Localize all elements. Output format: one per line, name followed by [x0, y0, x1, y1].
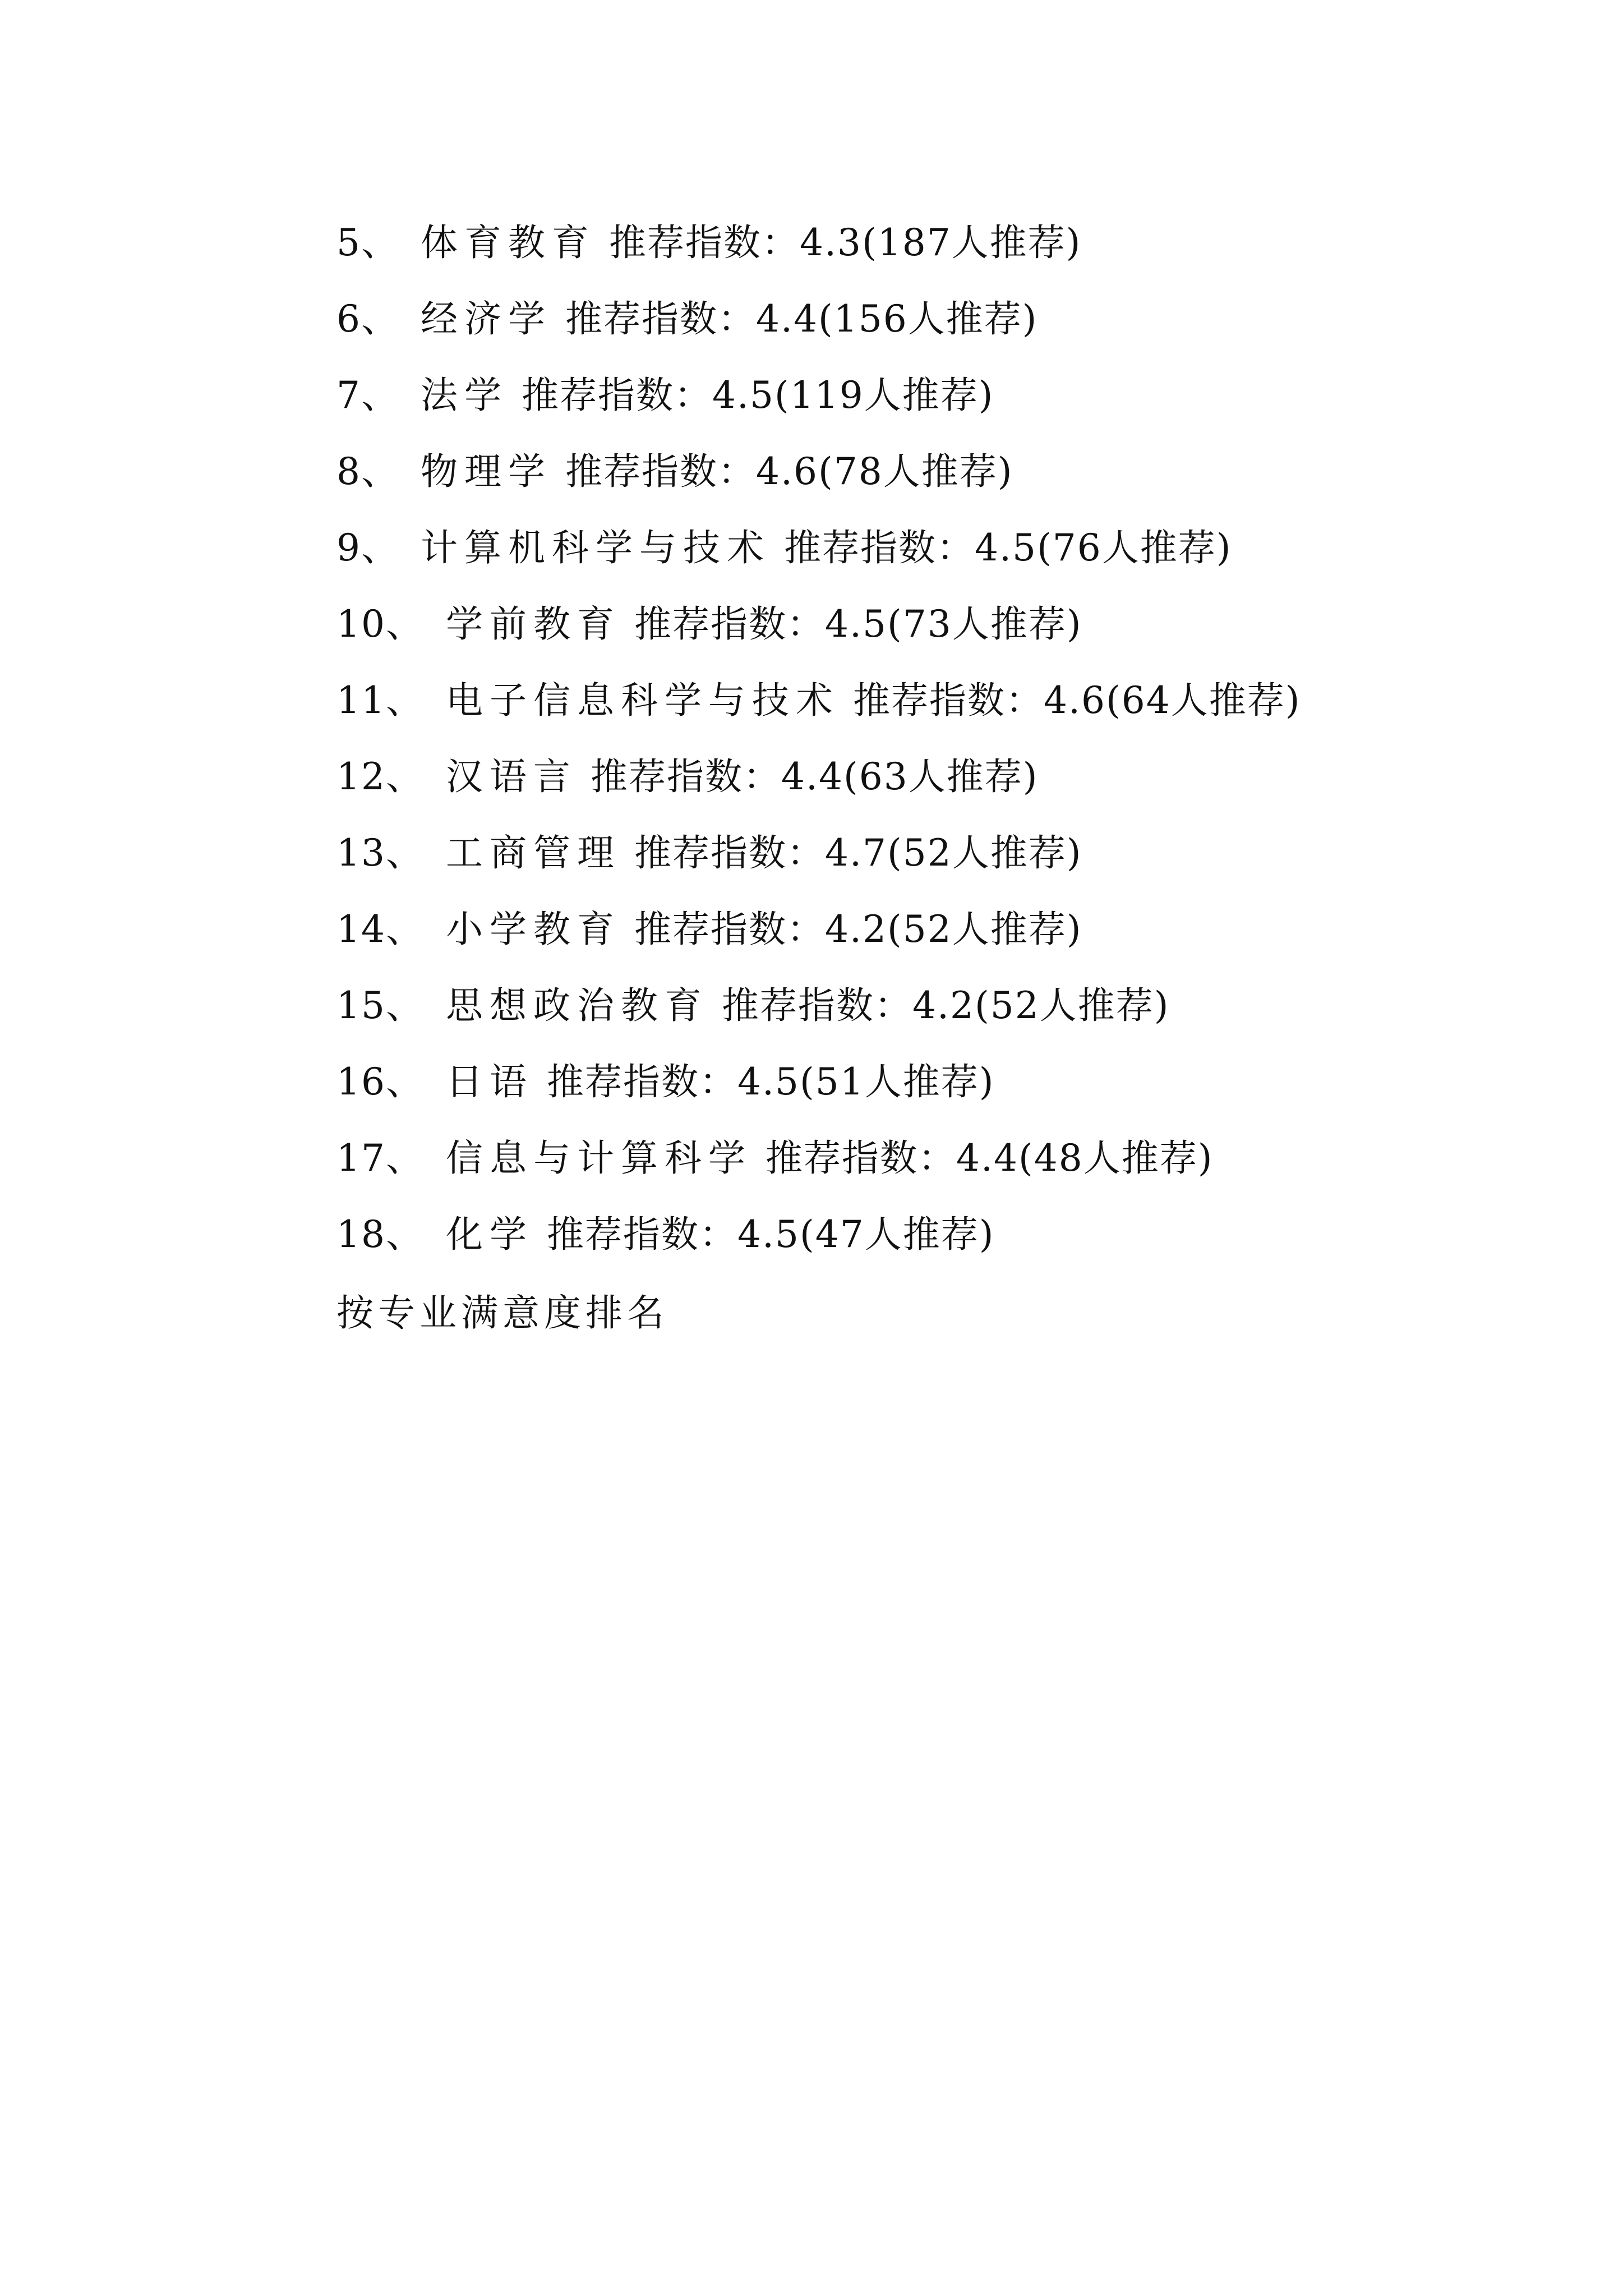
item-number: 9、	[336, 526, 399, 569]
major-name: 经济学	[421, 297, 552, 341]
recommend-score: 推荐指数：4.5(76人推荐)	[784, 526, 1232, 569]
item-number: 7、	[336, 374, 399, 417]
recommend-score: 推荐指数：4.6(78人推荐)	[565, 450, 1013, 493]
item-number: 13、	[336, 831, 424, 875]
major-name: 法学	[421, 374, 508, 417]
major-name: 小学教育	[446, 908, 621, 951]
item-number: 18、	[336, 1213, 424, 1256]
list-item	[336, 903, 1570, 979]
major-name: 日语	[446, 1060, 533, 1103]
major-name: 工商管理	[446, 831, 621, 875]
list-item	[336, 674, 1570, 750]
list-item	[336, 597, 1570, 674]
major-name: 信息与计算科学	[446, 1137, 752, 1180]
major-ranking-list	[336, 216, 1570, 1284]
major-name: 化学	[446, 1213, 533, 1256]
item-number: 6、	[336, 297, 399, 341]
list-item	[336, 1208, 1570, 1284]
major-name: 物理学	[421, 450, 552, 493]
recommend-score: 推荐指数：4.5(51人推荐)	[547, 1060, 995, 1103]
list-item	[336, 979, 1570, 1055]
list-item	[336, 445, 1570, 521]
item-number: 5、	[336, 221, 399, 264]
recommend-score: 推荐指数：4.4(63人推荐)	[591, 755, 1039, 798]
item-number: 14、	[336, 908, 424, 951]
item-number: 15、	[336, 984, 424, 1027]
major-name: 思想政治教育	[446, 984, 708, 1027]
list-item	[336, 369, 1570, 445]
recommend-score: 推荐指数：4.5(73人推荐)	[634, 602, 1082, 646]
recommend-score: 推荐指数：4.7(52人推荐)	[634, 831, 1082, 875]
item-number: 17、	[336, 1137, 424, 1180]
recommend-score: 推荐指数：4.2(52人推荐)	[722, 984, 1170, 1027]
recommend-score: 推荐指数：4.2(52人推荐)	[634, 908, 1082, 951]
item-number: 11、	[336, 679, 424, 722]
item-number: 16、	[336, 1060, 424, 1103]
section-heading: 按专业满意度排名	[336, 1291, 668, 1335]
recommend-score: 推荐指数：4.3(187人推荐)	[609, 221, 1082, 264]
list-item	[336, 1055, 1570, 1131]
major-name: 体育教育	[421, 221, 596, 264]
item-number: 10、	[336, 602, 424, 646]
list-item	[336, 521, 1570, 597]
list-item	[336, 1131, 1570, 1208]
list-item	[336, 826, 1570, 903]
major-name: 学前教育	[446, 602, 621, 646]
item-number: 8、	[336, 450, 399, 493]
major-name: 汉语言	[446, 755, 577, 798]
item-number: 12、	[336, 755, 424, 798]
recommend-score: 推荐指数：4.6(64人推荐)	[853, 679, 1301, 722]
major-name: 电子信息科学与技术	[446, 679, 840, 722]
recommend-score: 推荐指数：4.4(48人推荐)	[766, 1137, 1214, 1180]
list-item	[336, 216, 1570, 292]
recommend-score: 推荐指数：4.4(156人推荐)	[565, 297, 1038, 341]
recommend-score: 推荐指数：4.5(47人推荐)	[547, 1213, 995, 1256]
list-item	[336, 292, 1570, 369]
major-name: 计算机科学与技术	[421, 526, 771, 569]
recommend-score: 推荐指数：4.5(119人推荐)	[522, 374, 994, 417]
list-item	[336, 750, 1570, 826]
